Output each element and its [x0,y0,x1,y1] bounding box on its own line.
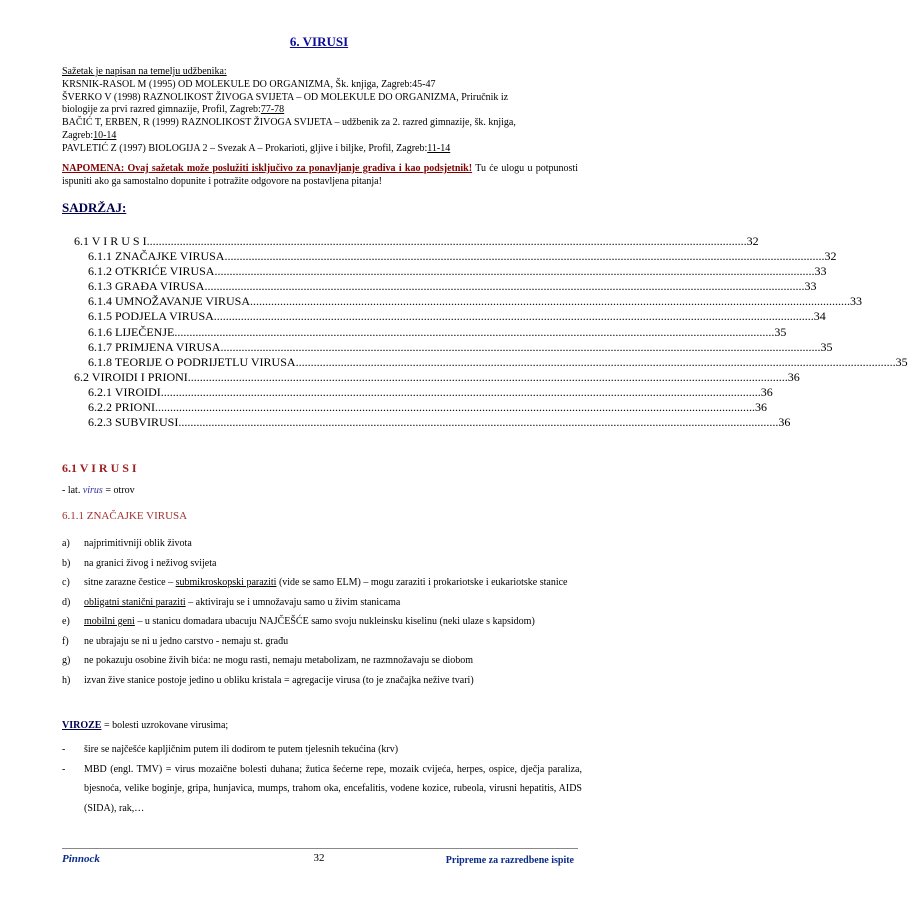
viroze-list [62,740,582,818]
feature-text-underlined: submikroskopski paraziti [175,577,277,588]
feature-text-pre: najprimitivniji oblik života [84,538,192,549]
feature-text-pre: izvan žive stanice postoje jedino u obliku kristala = agregacije virusa (to je značajka nežive tvari) [84,674,474,686]
toc-entry-page: 35 [895,354,908,369]
feature-item [62,671,582,691]
feature-marker: a) [62,538,70,549]
feature-item [62,612,582,632]
feature-marker: c) [62,577,70,588]
toc-entry[interactable] [62,309,826,324]
feature-text-pre: na granici živog i neživog svijeta [84,557,217,569]
reference-2b-text: biologije za prvi razred gimnazije, Profil, Zagreb: [62,104,261,116]
feature-text-pre: ne pokazuju osobine živih bića: ne mogu rasti, nemaju metabolizam, ne razmnožavaju se diobom [84,655,474,666]
feature-text [84,671,582,691]
toc-entry-label: 6.2.2 PRIONI [88,400,156,415]
viroze-item [62,760,582,819]
feature-item [62,651,582,671]
page-title: 6. VIRUSI [289,34,349,49]
feature-text-underlined: mobilni geni [84,616,135,627]
feature-marker: b) [62,557,71,569]
toc-dot-leader: ........................................................................................................................................................................................................ [146,234,747,248]
feature-text-post: – aktiviraju se i umnožavaju samo u živim stanicama [185,596,401,608]
toc-entry[interactable] [62,369,800,385]
feature-marker: d) [62,596,71,608]
toc-entry-page: 35 [774,324,787,339]
toc-entry-page: 33 [850,294,863,309]
subsection-heading: 6.1.1 ZNAČAJKE VIRUSA [62,510,188,522]
footer-page-number: 32 [313,852,325,864]
toc-entry-page: 36 [755,400,768,415]
feature-marker: g) [62,655,71,666]
viroze-definition [62,720,228,731]
toc-dot-leader: ........................................................................................................................................................................................................ [155,400,756,415]
reference-3b-pages: 10-14 [93,129,117,141]
toc-dot-leader: ........................................................................................................................................................................................................ [220,339,821,354]
toc-dot-leader: ........................................................................................................................................................................................................ [160,384,761,399]
toc-entry-page: 36 [778,415,791,430]
toc-entry[interactable] [62,234,759,249]
feature-text-post: – u stanicu domadara ubacuju NAJČEŠĆE samo svoju nukleinsku kiselinu (neki ulaze s kapsidom) [134,616,535,627]
features-list [62,534,582,690]
feature-text-underlined: obligatni stanični paraziti [84,596,186,608]
toc-entry-page: 32 [746,234,759,248]
reference-4-text: PAVLETIĆ Z (1997) BIOLOGIJA 2 – Svezak A – Prokarioti, gljive i biljke, Profil, Zagreb: [62,142,428,154]
references-intro: Sažetak je napisan na temelju udžbenika: [62,66,227,77]
toc-entry[interactable] [62,384,773,400]
footer-logo: Pinnock [62,853,100,865]
toc-entry-label: 6.1.5 PODJELA VIRUSA [88,309,214,324]
reference-2b-pages: 77-78 [260,104,285,116]
feature-text [84,593,582,613]
reference-4-pages: 11-14 [427,142,451,154]
latin-suffix: = otrov [102,485,135,496]
toc-entry[interactable] [62,339,833,355]
viroze-term: VIROZE [62,720,102,731]
references-block [62,66,582,156]
toc-dot-leader: ........................................................................................................................................................................................................ [174,324,775,339]
toc-entry-label: 6.1.1 ZNAČAJKE VIRUSA [88,249,225,264]
table-of-contents [62,234,908,430]
viroze-item-marker: - [62,763,66,775]
footer-divider [62,848,578,849]
toc-dot-leader: ........................................................................................................................................................................................................ [178,415,779,430]
toc-entry-label: 6.1.3 GRAĐA VIRUSA [88,279,205,294]
toc-entry-label: 6.1.4 UMNOŽAVANJE VIRUSA [88,294,251,309]
latin-prefix: - lat. [62,485,83,496]
toc-entry-page: 32 [824,249,837,264]
reference-2b [62,104,582,117]
toc-entry[interactable] [62,354,908,370]
feature-text-post: (vide se samo ELM) – mogu zaraziti i prokariotske i eukariotske stanice [276,577,568,588]
toc-dot-leader: ........................................................................................................................................................................................................ [214,264,815,279]
reference-3b-text: Zagreb: [62,129,94,141]
toc-entry-label: 6.2.3 SUBVIRUSI [88,415,179,430]
toc-entry-page: 33 [804,279,817,294]
toc-entry-page: 34 [813,309,826,324]
toc-entry-label: 6.2 VIROIDI I PRIONI [74,369,188,384]
viroze-item-marker: - [62,744,66,755]
toc-entry-label: 6.1.6 LIJEČENJE [88,324,175,339]
reference-3b [62,130,582,143]
toc-entry[interactable] [62,249,837,264]
reference-1: KRSNIK-RASOL M (1995) OD MOLEKULE DO ORGANIZMA, Šk. knjiga, Zagreb:45-47 [62,78,436,90]
feature-text [84,651,582,671]
section-heading: 6.1 V I R U S I [62,461,137,475]
feature-item [62,593,582,613]
toc-entry[interactable] [62,400,768,415]
feature-text [84,554,582,574]
latin-definition [62,485,135,496]
note-rest: Tu će ulogu u potpunosti ispuniti ako ga samostalno dopunite i potražite odgovore na postavljena pitanja! [62,163,578,187]
latin-word: virus [82,485,103,496]
toc-entry-label: 6.2.1 VIROIDI [88,384,161,399]
feature-marker: h) [62,674,71,686]
feature-text [84,534,582,554]
toc-entry-page: 35 [820,339,833,354]
feature-text [84,612,582,632]
reference-3a: BAČIĆ T, ERBEN, R (1999) RAZNOLIKOST ŽIVOGA SVIJETA – udžbenik za 2. razred gimnazije, šk. knjiga, [62,117,516,129]
toc-entry[interactable] [62,264,827,279]
toc-entry-label: 6.1.2 OTKRIĆE VIRUSA [88,264,215,279]
toc-entry-page: 36 [787,369,800,384]
toc-entry[interactable] [62,279,817,294]
feature-item [62,554,582,574]
toc-dot-leader: ........................................................................................................................................................................................................ [187,369,788,384]
toc-dot-leader: ........................................................................................................................................................................................................ [250,294,851,309]
feature-item [62,534,582,554]
toc-entry-page: 33 [814,264,827,279]
note-bold: NAPOMENA: Ovaj sažetak može poslužiti isključivo za ponavljanje gradiva i kao podsjetnik! [62,163,473,174]
feature-marker: e) [62,616,70,627]
feature-text [84,632,582,652]
toc-dot-leader: ........................................................................................................................................................................................................ [295,354,896,369]
viroze-item-text: šire se najčešće kapljičnim putem ili dodirom te putem tjelesnih tekućina (krv) [84,744,399,755]
feature-text-pre: ne ubrajaju se ni u jedno carstvo - nemaju st. građu [84,635,289,647]
toc-entry[interactable] [62,294,863,309]
viroze-item-text: MBD (engl. TMV) = virus mozaične bolesti duhana; žutica šećerne repe, mozaik cvijeća, herpes, ospice, dječja paraliza, bjesnoća, velike boginje, gripa, hunjavica, mumps, trahom oka, encefalitis, vodene kozice, rubeola, virusni hepatitis, AIDS (SIDA), rak,… [84,763,582,814]
toc-dot-leader: ........................................................................................................................................................................................................ [224,249,825,264]
toc-entry[interactable] [62,324,787,340]
viroze-item [62,740,582,760]
contents-heading: SADRŽAJ: [62,200,127,215]
toc-entry[interactable] [62,415,791,430]
viroze-def: = bolesti uzrokovane virusima; [101,720,229,731]
toc-dot-leader: ........................................................................................................................................................................................................ [213,309,814,324]
note-paragraph [62,162,578,188]
toc-entry-page: 36 [760,384,773,399]
toc-dot-leader: ........................................................................................................................................................................................................ [204,279,805,294]
reference-4 [62,143,582,156]
feature-item [62,632,582,652]
footer-series-title: Pripreme za razredbene ispite [445,855,574,866]
feature-text-pre: sitne zarazne čestice – [84,577,176,588]
feature-item [62,573,582,593]
toc-entry-label: 6.1.7 PRIMJENA VIRUSA [88,339,221,354]
feature-marker: f) [62,635,69,647]
reference-2a: ŠVERKO V (1998) RAZNOLIKOST ŽIVOGA SVIJETA – OD MOLEKULE DO ORGANIZMA, Priručnik iz [62,91,509,103]
toc-entry-label: 6.1 V I R U S I [74,234,147,248]
toc-entry-label: 6.1.8 TEORIJE O PODRIJETLU VIRUSA [88,354,296,369]
feature-text [84,573,582,593]
